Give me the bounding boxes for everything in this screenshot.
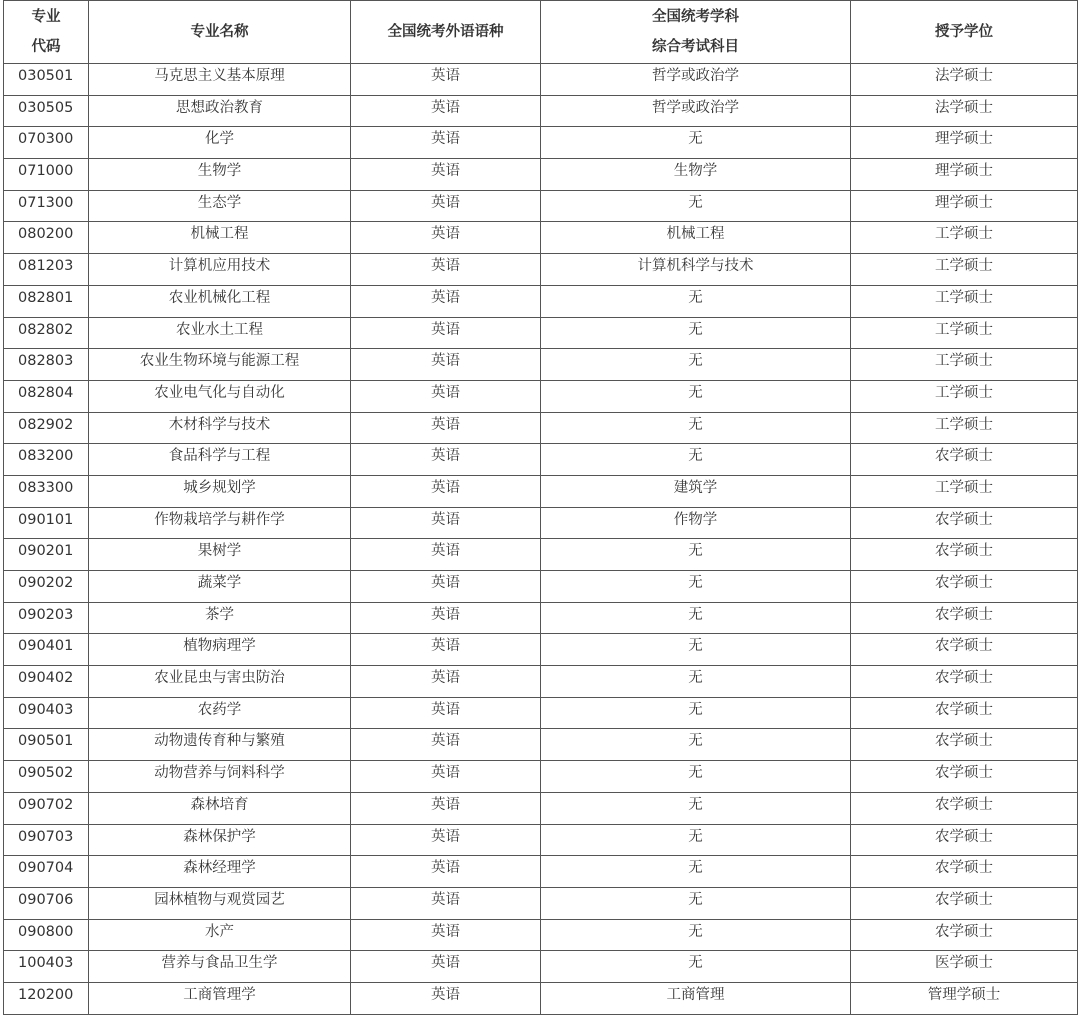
table-row — [4, 64, 1078, 96]
cell-exam-subject: 无 — [541, 951, 851, 983]
cell-code: 071300 — [4, 190, 89, 222]
table-row — [4, 95, 1078, 127]
majors-table — [3, 0, 1078, 1015]
header-name: 专业名称 — [89, 1, 351, 64]
cell-major-name: 植物病理学 — [89, 634, 351, 666]
table-row — [4, 697, 1078, 729]
table-row — [4, 127, 1078, 159]
cell-major-name: 营养与食品卫生学 — [89, 951, 351, 983]
table-row — [4, 444, 1078, 476]
cell-exam-subject: 哲学或政治学 — [541, 64, 851, 96]
cell-code: 090502 — [4, 761, 89, 793]
cell-code: 080200 — [4, 222, 89, 254]
cell-exam-subject: 无 — [541, 919, 851, 951]
table-row — [4, 982, 1078, 1014]
cell-exam-subject: 建筑学 — [541, 475, 851, 507]
cell-language: 英语 — [351, 951, 541, 983]
cell-code: 090800 — [4, 919, 89, 951]
cell-language: 英语 — [351, 412, 541, 444]
table-row — [4, 539, 1078, 571]
cell-degree: 农学硕士 — [851, 792, 1078, 824]
cell-language: 英语 — [351, 602, 541, 634]
cell-exam-subject: 无 — [541, 444, 851, 476]
cell-degree: 农学硕士 — [851, 729, 1078, 761]
cell-code: 090201 — [4, 539, 89, 571]
cell-major-name: 农业机械化工程 — [89, 285, 351, 317]
cell-code: 083300 — [4, 475, 89, 507]
cell-language: 英语 — [351, 666, 541, 698]
cell-major-name: 森林保护学 — [89, 824, 351, 856]
cell-language: 英语 — [351, 444, 541, 476]
table-row — [4, 634, 1078, 666]
cell-exam-subject: 无 — [541, 127, 851, 159]
cell-major-name: 农药学 — [89, 697, 351, 729]
cell-degree: 工学硕士 — [851, 412, 1078, 444]
cell-major-name: 计算机应用技术 — [89, 254, 351, 286]
table-row — [4, 222, 1078, 254]
cell-language: 英语 — [351, 285, 541, 317]
cell-major-name: 思想政治教育 — [89, 95, 351, 127]
cell-major-name: 农业电气化与自动化 — [89, 380, 351, 412]
cell-exam-subject: 无 — [541, 539, 851, 571]
header-subject-line-2: 综合考试科目 — [652, 39, 739, 55]
cell-major-name: 森林经理学 — [89, 856, 351, 888]
cell-exam-subject: 无 — [541, 761, 851, 793]
cell-language: 英语 — [351, 571, 541, 603]
cell-degree: 农学硕士 — [851, 634, 1078, 666]
cell-language: 英语 — [351, 159, 541, 191]
cell-language: 英语 — [351, 254, 541, 286]
cell-language: 英语 — [351, 856, 541, 888]
cell-degree: 理学硕士 — [851, 159, 1078, 191]
cell-major-name: 木材科学与技术 — [89, 412, 351, 444]
cell-degree: 农学硕士 — [851, 887, 1078, 919]
cell-major-name: 农业水土工程 — [89, 317, 351, 349]
header-subject — [541, 1, 851, 64]
cell-exam-subject: 无 — [541, 412, 851, 444]
cell-code: 120200 — [4, 982, 89, 1014]
table-row — [4, 254, 1078, 286]
cell-code: 090703 — [4, 824, 89, 856]
cell-major-name: 园林植物与观赏园艺 — [89, 887, 351, 919]
header-language: 全国统考外语语种 — [351, 1, 541, 64]
cell-exam-subject: 无 — [541, 190, 851, 222]
cell-major-name: 果树学 — [89, 539, 351, 571]
cell-exam-subject: 无 — [541, 666, 851, 698]
cell-language: 英语 — [351, 380, 541, 412]
cell-language: 英语 — [351, 761, 541, 793]
table-header-row — [4, 1, 1078, 64]
cell-degree: 法学硕士 — [851, 64, 1078, 96]
cell-major-name: 水产 — [89, 919, 351, 951]
cell-exam-subject: 无 — [541, 571, 851, 603]
cell-degree: 农学硕士 — [851, 444, 1078, 476]
table-row — [4, 887, 1078, 919]
table-row — [4, 571, 1078, 603]
cell-exam-subject: 无 — [541, 602, 851, 634]
cell-exam-subject: 工商管理 — [541, 982, 851, 1014]
cell-degree: 法学硕士 — [851, 95, 1078, 127]
cell-major-name: 生态学 — [89, 190, 351, 222]
table-row — [4, 475, 1078, 507]
table-row — [4, 761, 1078, 793]
table-body — [4, 64, 1078, 1015]
cell-major-name: 农业昆虫与害虫防治 — [89, 666, 351, 698]
cell-degree: 农学硕士 — [851, 571, 1078, 603]
cell-language: 英语 — [351, 507, 541, 539]
cell-code: 082803 — [4, 349, 89, 381]
cell-major-name: 机械工程 — [89, 222, 351, 254]
cell-language: 英语 — [351, 190, 541, 222]
cell-language: 英语 — [351, 697, 541, 729]
table-row — [4, 824, 1078, 856]
cell-code: 090402 — [4, 666, 89, 698]
cell-exam-subject: 计算机科学与技术 — [541, 254, 851, 286]
cell-degree: 农学硕士 — [851, 666, 1078, 698]
cell-degree: 工学硕士 — [851, 285, 1078, 317]
cell-major-name: 马克思主义基本原理 — [89, 64, 351, 96]
cell-degree: 工学硕士 — [851, 222, 1078, 254]
cell-code: 090101 — [4, 507, 89, 539]
cell-major-name: 蔬菜学 — [89, 571, 351, 603]
cell-major-name: 化学 — [89, 127, 351, 159]
cell-code: 090401 — [4, 634, 89, 666]
cell-degree: 理学硕士 — [851, 190, 1078, 222]
table-row — [4, 412, 1078, 444]
cell-exam-subject: 哲学或政治学 — [541, 95, 851, 127]
cell-major-name: 工商管理学 — [89, 982, 351, 1014]
cell-language: 英语 — [351, 729, 541, 761]
cell-exam-subject: 无 — [541, 349, 851, 381]
header-degree: 授予学位 — [851, 1, 1078, 64]
cell-exam-subject: 无 — [541, 824, 851, 856]
cell-degree: 工学硕士 — [851, 317, 1078, 349]
cell-degree: 工学硕士 — [851, 254, 1078, 286]
cell-major-name: 城乡规划学 — [89, 475, 351, 507]
cell-exam-subject: 无 — [541, 856, 851, 888]
cell-degree: 管理学硕士 — [851, 982, 1078, 1014]
header-code-line-1: 专业 — [31, 9, 61, 25]
cell-language: 英语 — [351, 792, 541, 824]
cell-exam-subject: 无 — [541, 887, 851, 919]
cell-major-name: 食品科学与工程 — [89, 444, 351, 476]
cell-code: 082902 — [4, 412, 89, 444]
cell-code: 090203 — [4, 602, 89, 634]
table-row — [4, 951, 1078, 983]
cell-language: 英语 — [351, 634, 541, 666]
cell-exam-subject: 无 — [541, 729, 851, 761]
cell-code: 090702 — [4, 792, 89, 824]
cell-language: 英语 — [351, 222, 541, 254]
table-row — [4, 602, 1078, 634]
table-row — [4, 792, 1078, 824]
cell-language: 英语 — [351, 317, 541, 349]
cell-degree: 农学硕士 — [851, 761, 1078, 793]
cell-language: 英语 — [351, 64, 541, 96]
header-code-line-2: 代码 — [31, 39, 61, 55]
cell-major-name: 茶学 — [89, 602, 351, 634]
table-row — [4, 285, 1078, 317]
cell-code: 030505 — [4, 95, 89, 127]
cell-degree: 农学硕士 — [851, 507, 1078, 539]
cell-major-name: 生物学 — [89, 159, 351, 191]
cell-exam-subject: 无 — [541, 792, 851, 824]
cell-exam-subject: 生物学 — [541, 159, 851, 191]
header-subject-line-1: 全国统考学科 — [652, 9, 739, 25]
cell-language: 英语 — [351, 127, 541, 159]
cell-code: 090501 — [4, 729, 89, 761]
cell-language: 英语 — [351, 887, 541, 919]
cell-major-name: 农业生物环境与能源工程 — [89, 349, 351, 381]
cell-exam-subject: 无 — [541, 285, 851, 317]
table-row — [4, 380, 1078, 412]
table-row — [4, 349, 1078, 381]
cell-exam-subject: 无 — [541, 634, 851, 666]
cell-exam-subject: 无 — [541, 697, 851, 729]
cell-code: 090202 — [4, 571, 89, 603]
cell-major-name: 动物营养与饲料科学 — [89, 761, 351, 793]
cell-exam-subject: 机械工程 — [541, 222, 851, 254]
cell-code: 071000 — [4, 159, 89, 191]
cell-code: 081203 — [4, 254, 89, 286]
cell-degree: 农学硕士 — [851, 602, 1078, 634]
table-row — [4, 856, 1078, 888]
cell-language: 英语 — [351, 349, 541, 381]
table-row — [4, 729, 1078, 761]
table-row — [4, 919, 1078, 951]
table-row — [4, 507, 1078, 539]
cell-degree: 农学硕士 — [851, 539, 1078, 571]
cell-code: 030501 — [4, 64, 89, 96]
cell-language: 英语 — [351, 824, 541, 856]
cell-exam-subject: 作物学 — [541, 507, 851, 539]
cell-code: 083200 — [4, 444, 89, 476]
table-row — [4, 317, 1078, 349]
cell-degree: 农学硕士 — [851, 697, 1078, 729]
cell-degree: 理学硕士 — [851, 127, 1078, 159]
cell-language: 英语 — [351, 982, 541, 1014]
cell-degree: 工学硕士 — [851, 349, 1078, 381]
cell-code: 100403 — [4, 951, 89, 983]
cell-language: 英语 — [351, 475, 541, 507]
cell-language: 英语 — [351, 919, 541, 951]
cell-code: 082801 — [4, 285, 89, 317]
cell-degree: 医学硕士 — [851, 951, 1078, 983]
cell-degree: 工学硕士 — [851, 475, 1078, 507]
table-row — [4, 159, 1078, 191]
cell-code: 090706 — [4, 887, 89, 919]
cell-degree: 工学硕士 — [851, 380, 1078, 412]
table-row — [4, 190, 1078, 222]
cell-code: 090403 — [4, 697, 89, 729]
cell-code: 090704 — [4, 856, 89, 888]
cell-code: 082802 — [4, 317, 89, 349]
cell-degree: 农学硕士 — [851, 919, 1078, 951]
cell-exam-subject: 无 — [541, 317, 851, 349]
cell-language: 英语 — [351, 539, 541, 571]
cell-code: 082804 — [4, 380, 89, 412]
cell-major-name: 动物遗传育种与繁殖 — [89, 729, 351, 761]
cell-major-name: 森林培育 — [89, 792, 351, 824]
cell-language: 英语 — [351, 95, 541, 127]
table-row — [4, 666, 1078, 698]
cell-major-name: 作物栽培学与耕作学 — [89, 507, 351, 539]
cell-degree: 农学硕士 — [851, 824, 1078, 856]
cell-code: 070300 — [4, 127, 89, 159]
cell-exam-subject: 无 — [541, 380, 851, 412]
header-code — [4, 1, 89, 64]
cell-degree: 农学硕士 — [851, 856, 1078, 888]
